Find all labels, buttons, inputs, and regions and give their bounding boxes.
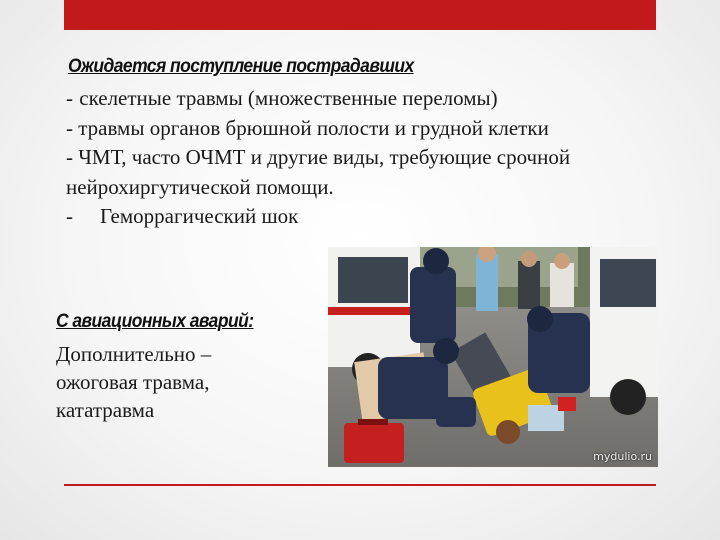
top-accent-bar [64,0,656,30]
list-item-text: травмы органов брюшной полости и грудной клетки [78,115,549,140]
list-item-continuation [66,173,666,203]
list-item [66,84,666,114]
aviation-line: кататравма [56,398,155,422]
bottom-accent-line [64,484,656,486]
list-marker: - [66,145,79,169]
list-item-text: нейрохиргутической помощи. [66,174,334,199]
injury-list [66,84,666,232]
list-item-text: Геморрагический шок [100,204,299,228]
aviation-line: Дополнительно – [56,342,212,366]
list-marker: - [66,86,73,110]
photo-watermark: mydulio.ru [593,450,652,463]
rescue-scene-illustration [328,247,658,467]
slide-heading: Ожидается поступление пострадавших [68,56,414,77]
rescue-photo [328,247,658,467]
list-item [66,202,666,232]
aviation-line: ожоговая травма, [56,370,210,394]
aviation-description [56,340,316,424]
list-marker: - [66,204,73,228]
list-item-text: ЧМТ, часто ОЧМТ и другие виды, требующие срочной [78,145,571,169]
list-marker: - [66,115,79,140]
list-item [66,143,666,173]
list-item [66,114,666,144]
list-item-text: скелетные травмы (множественные переломы) [79,86,498,110]
aviation-heading: С авиационных аварий: [56,311,254,332]
